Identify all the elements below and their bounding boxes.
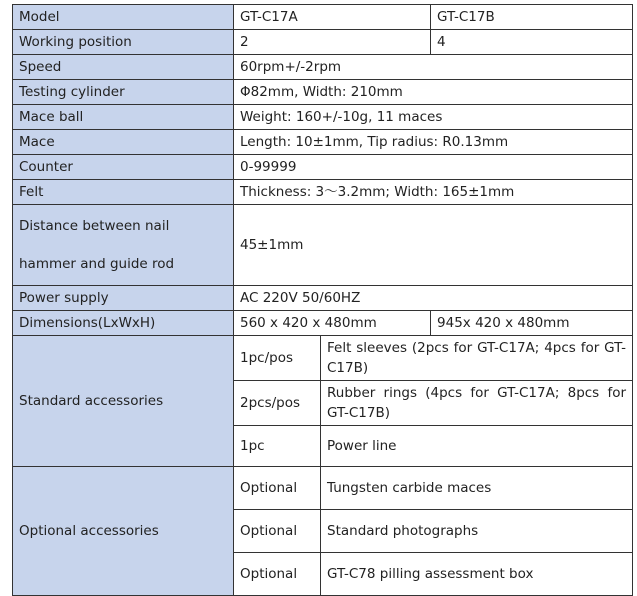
standard-accessory-row: [13, 336, 633, 381]
felt-value: Thickness: 3～3.2mm; Width: 165±1mm: [234, 180, 633, 205]
row-testing-cylinder: [13, 80, 633, 105]
counter-value: 0-99999: [234, 155, 633, 180]
optional-accessory-desc: Tungsten carbide maces: [321, 467, 633, 510]
model-a: GT-C17A: [234, 5, 431, 30]
standard-accessory-desc: Felt sleeves (2pcs for GT-C17A; 4pcs for GT-C17B): [321, 336, 633, 381]
model-label: Model: [13, 5, 234, 30]
standard-accessory-qty: 1pc/pos: [234, 336, 321, 381]
row-counter: [13, 155, 633, 180]
working-position-a: 2: [234, 30, 431, 55]
distance-label: [13, 205, 234, 286]
row-distance: [13, 205, 633, 286]
dimensions-a: 560 x 420 x 480mm: [234, 311, 431, 336]
testing-cylinder-label: Testing cylinder: [13, 80, 234, 105]
counter-label: Counter: [13, 155, 234, 180]
row-dimensions: [13, 311, 633, 336]
optional-accessory-desc: GT-C78 pilling assessment box: [321, 553, 633, 596]
row-power-supply: [13, 286, 633, 311]
speed-label: Speed: [13, 55, 234, 80]
row-mace-ball: [13, 105, 633, 130]
working-position-b: 4: [431, 30, 633, 55]
mace-label: Mace: [13, 130, 234, 155]
working-position-label: Working position: [13, 30, 234, 55]
dimensions-label: Dimensions(LxWxH): [13, 311, 234, 336]
row-mace: [13, 130, 633, 155]
row-working-position: [13, 30, 633, 55]
standard-accessories-label: Standard accessories: [13, 336, 234, 467]
mace-value: Length: 10±1mm, Tip radius: R0.13mm: [234, 130, 633, 155]
row-model: [13, 5, 633, 30]
optional-accessory-row: [13, 467, 633, 510]
standard-accessory-qty: 1pc: [234, 426, 321, 467]
standard-accessory-desc: Power line: [321, 426, 633, 467]
mace-ball-label: Mace ball: [13, 105, 234, 130]
optional-accessories-label: Optional accessories: [13, 467, 234, 596]
optional-accessory-qty: Optional: [234, 553, 321, 596]
speed-value: 60rpm+/-2rpm: [234, 55, 633, 80]
power-supply-label: Power supply: [13, 286, 234, 311]
dimensions-b: 945x 420 x 480mm: [431, 311, 633, 336]
spec-table: [12, 4, 633, 596]
optional-accessory-qty: Optional: [234, 467, 321, 510]
distance-value: 45±1mm: [234, 205, 633, 286]
spec-table-container: [12, 4, 632, 596]
mace-ball-value: Weight: 160+/-10g, 11 maces: [234, 105, 633, 130]
standard-accessory-desc: Rubber rings (4pcs for GT-C17A; 8pcs for GT-C17B): [321, 381, 633, 426]
optional-accessory-qty: Optional: [234, 510, 321, 553]
standard-accessory-qty: 2pcs/pos: [234, 381, 321, 426]
distance-label-line2: hammer and guide rod: [19, 256, 175, 272]
distance-label-line1: Distance between nail: [19, 218, 170, 234]
testing-cylinder-value: Φ82mm, Width: 210mm: [234, 80, 633, 105]
row-speed: [13, 55, 633, 80]
row-felt: [13, 180, 633, 205]
model-b: GT-C17B: [431, 5, 633, 30]
felt-label: Felt: [13, 180, 234, 205]
optional-accessory-desc: Standard photographs: [321, 510, 633, 553]
power-supply-value: AC 220V 50/60HZ: [234, 286, 633, 311]
